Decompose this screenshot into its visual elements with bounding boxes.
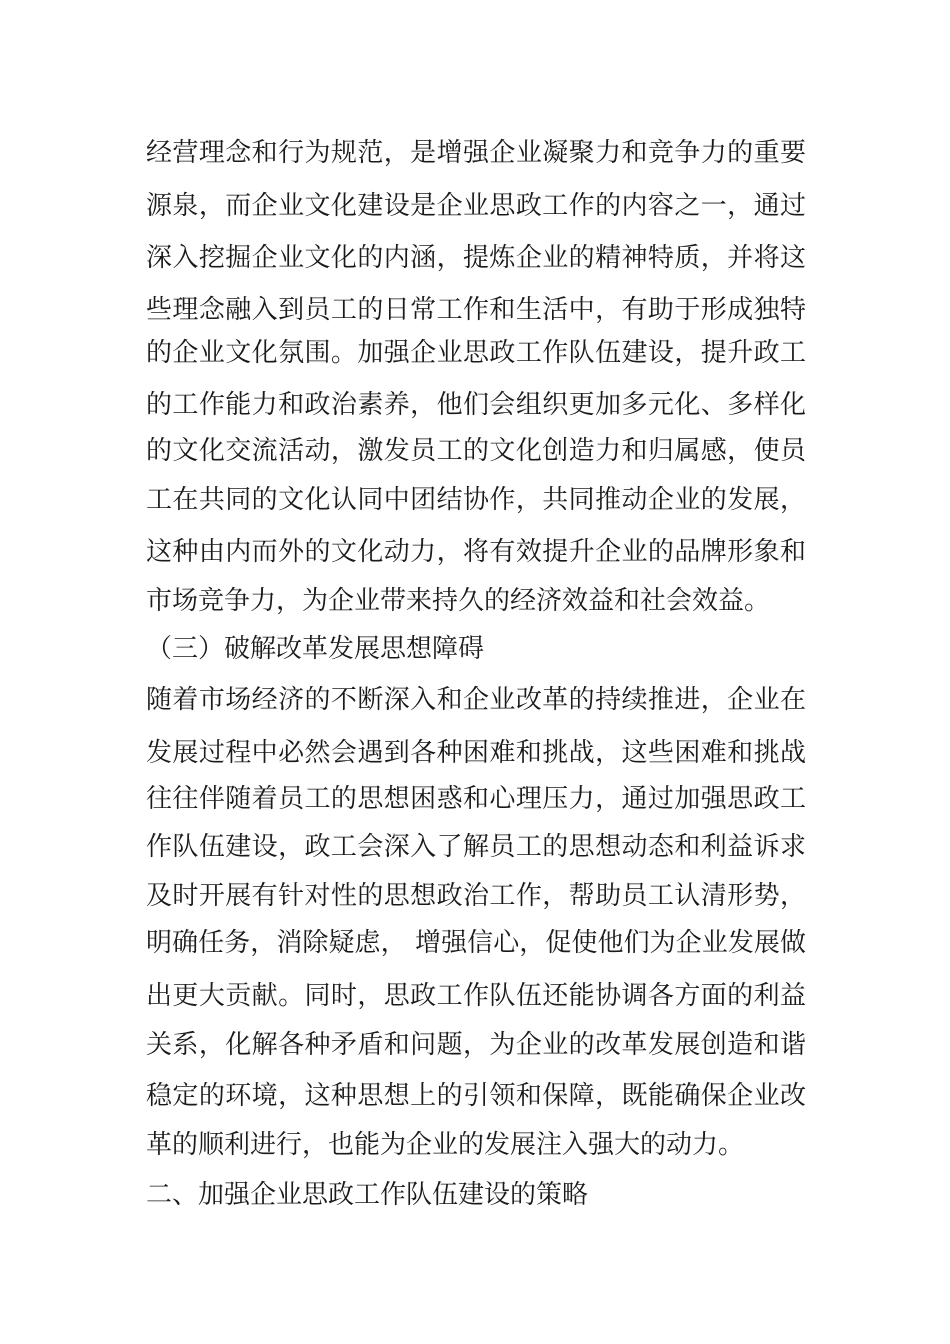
paragraph-line: 的企业文化氛围。加强企业思政工作队伍建设，提升政工 bbox=[146, 338, 806, 368]
paragraph-line: 发展过程中必然会遇到各种困难和挑战，这些困难和挑战 bbox=[146, 738, 806, 768]
paragraph-line: 这种由内而外的文化动力，将有效提升企业的品牌形象和 bbox=[146, 537, 806, 567]
paragraph-line: 工在共同的文化认同中团结协作，共同推动企业的发展， bbox=[146, 485, 806, 515]
paragraph-line: 随着市场经济的不断深入和企业改革的持续推进，企业在 bbox=[146, 685, 806, 715]
section-heading: 二、加强企业思政工作队伍建设的策略 bbox=[146, 1180, 589, 1210]
paragraph-line: 革的顺利进行，也能为企业的发展注入强大的动力。 bbox=[146, 1130, 745, 1160]
paragraph-line: 些理念融入到员工的日常工作和生活中，有助于形成独特 bbox=[146, 295, 806, 325]
paragraph-line: 稳定的环境，这种思想上的引领和保障，既能确保企业改 bbox=[146, 1081, 806, 1111]
paragraph-line: 关系，化解各种矛盾和问题，为企业的改革发展创造和谐 bbox=[146, 1030, 806, 1060]
paragraph-line: 的文化交流活动，激发员工的文化创造力和归属感，使员 bbox=[146, 436, 806, 466]
paragraph-line: 市场竞争力，为企业带来持久的经济效益和社会效益。 bbox=[146, 586, 771, 616]
paragraph-line: 往往伴随着员工的思想困惑和心理压力，通过加强思政工 bbox=[146, 784, 806, 814]
paragraph-line: 源泉，而企业文化建设是企业思政工作的内容之一，通过 bbox=[146, 191, 806, 221]
paragraph-line: 的工作能力和政治素养，他们会组织更加多元化、多样化 bbox=[146, 390, 806, 420]
paragraph-line: 及时开展有针对性的思想政治工作，帮助员工认清形势， bbox=[146, 881, 806, 911]
paragraph-line: 作队伍建设，政工会深入了解员工的思想动态和利益诉求 bbox=[146, 832, 806, 862]
section-heading: （三）破解改革发展思想障碍 bbox=[146, 634, 485, 664]
paragraph-line: 深入挖掘企业文化的内涵，提炼企业的精神特质，并将这 bbox=[146, 243, 806, 273]
paragraph-line: 经营理念和行为规范，是增强企业凝聚力和竞争力的重要 bbox=[146, 138, 806, 168]
paragraph-line: 出更大贡献。同时，思政工作队伍还能协调各方面的利益 bbox=[146, 981, 806, 1011]
paragraph-line: 明确任务，消除疑虑， 增强信心，促使他们为企业发展做 bbox=[146, 928, 806, 958]
